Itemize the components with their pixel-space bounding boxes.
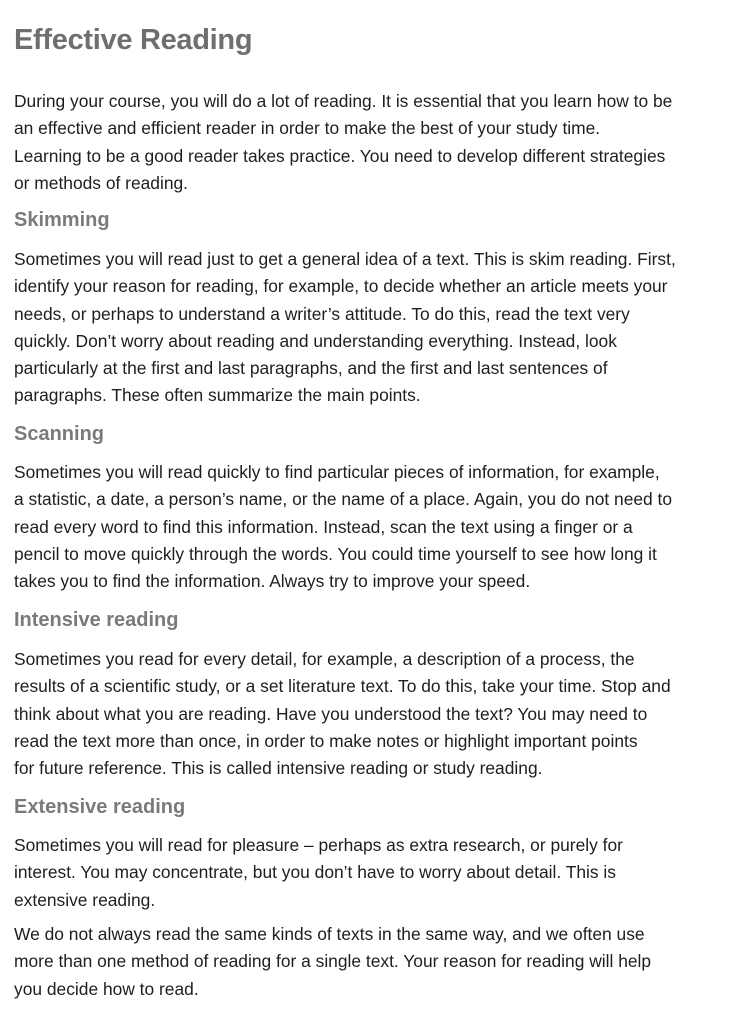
paragraph-line: takes you to find the information. Always try to improve your speed. bbox=[14, 571, 531, 592]
paragraph-line: quickly. Don’t worry about reading and understanding everything. Instead, look bbox=[14, 330, 617, 351]
closing-line: We do not always read the same kinds of texts in the same way, and we often use bbox=[14, 924, 645, 944]
section-heading-extensive-reading: Extensive reading bbox=[14, 796, 186, 818]
page-title: Effective Reading bbox=[14, 24, 253, 56]
paragraph-line: for future reference. This is called intensive reading or study reading. bbox=[14, 758, 543, 779]
scanning-paragraph bbox=[14, 459, 744, 595]
intro-line: During your course, you will do a lot of reading. It is essential that you learn how to be bbox=[14, 91, 673, 111]
paragraph-line: read the text more than once, in order to make notes or highlight important points bbox=[14, 730, 638, 751]
section-heading-intensive-reading: Intensive reading bbox=[14, 609, 179, 631]
section-heading-scanning: Scanning bbox=[14, 423, 105, 445]
intro-line: or methods of reading. bbox=[14, 172, 189, 193]
intensive-reading-paragraph bbox=[14, 646, 744, 782]
paragraph-line: pencil to move quickly through the words. You could time yourself to see how long it bbox=[14, 543, 657, 564]
paragraph-line: extensive reading. bbox=[14, 889, 156, 910]
skimming-paragraph bbox=[14, 246, 744, 410]
closing-paragraph bbox=[14, 921, 744, 1003]
intro-paragraph bbox=[14, 88, 744, 197]
closing-line: more than one method of reading for a single text. Your reason for reading will help bbox=[14, 951, 652, 972]
paragraph-line: Sometimes you will read quickly to find particular pieces of information, for example, bbox=[14, 462, 660, 482]
paragraph-line: Sometimes you will read for pleasure – perhaps as extra research, or purely for bbox=[14, 835, 623, 855]
closing-line: you decide how to read. bbox=[14, 978, 199, 999]
paragraph-line: a statistic, a date, a person’s name, or the name of a place. Again, you do not need to bbox=[14, 489, 673, 510]
intro-line: an effective and efficient reader in order to make the best of your study time. bbox=[14, 118, 601, 139]
paragraph-line: interest. You may concentrate, but you don’t have to worry about detail. This is bbox=[14, 862, 616, 883]
paragraph-line: read every word to find this information. Instead, scan the text using a finger or a bbox=[14, 516, 633, 537]
intro-line: Learning to be a good reader takes practice. You need to develop different strategies bbox=[14, 145, 666, 166]
paragraph-line: results of a scientific study, or a set literature text. To do this, take your time. Stop and bbox=[14, 676, 671, 697]
paragraph-line: Sometimes you will read just to get a general idea of a text. This is skim reading. First, bbox=[14, 249, 676, 269]
extensive-reading-paragraph bbox=[14, 832, 744, 914]
paragraph-line: Sometimes you read for every detail, for example, a description of a process, the bbox=[14, 649, 635, 669]
paragraph-line: particularly at the first and last paragraphs, and the first and last sentences of bbox=[14, 358, 608, 379]
paragraph-line: paragraphs. These often summarize the main points. bbox=[14, 385, 421, 406]
paragraph-line: identify your reason for reading, for example, to decide whether an article meets your bbox=[14, 276, 668, 297]
paragraph-line: think about what you are reading. Have you understood the text? You may need to bbox=[14, 703, 648, 724]
paragraph-line: needs, or perhaps to understand a writer’s attitude. To do this, read the text very bbox=[14, 303, 630, 324]
section-heading-skimming: Skimming bbox=[14, 209, 110, 231]
